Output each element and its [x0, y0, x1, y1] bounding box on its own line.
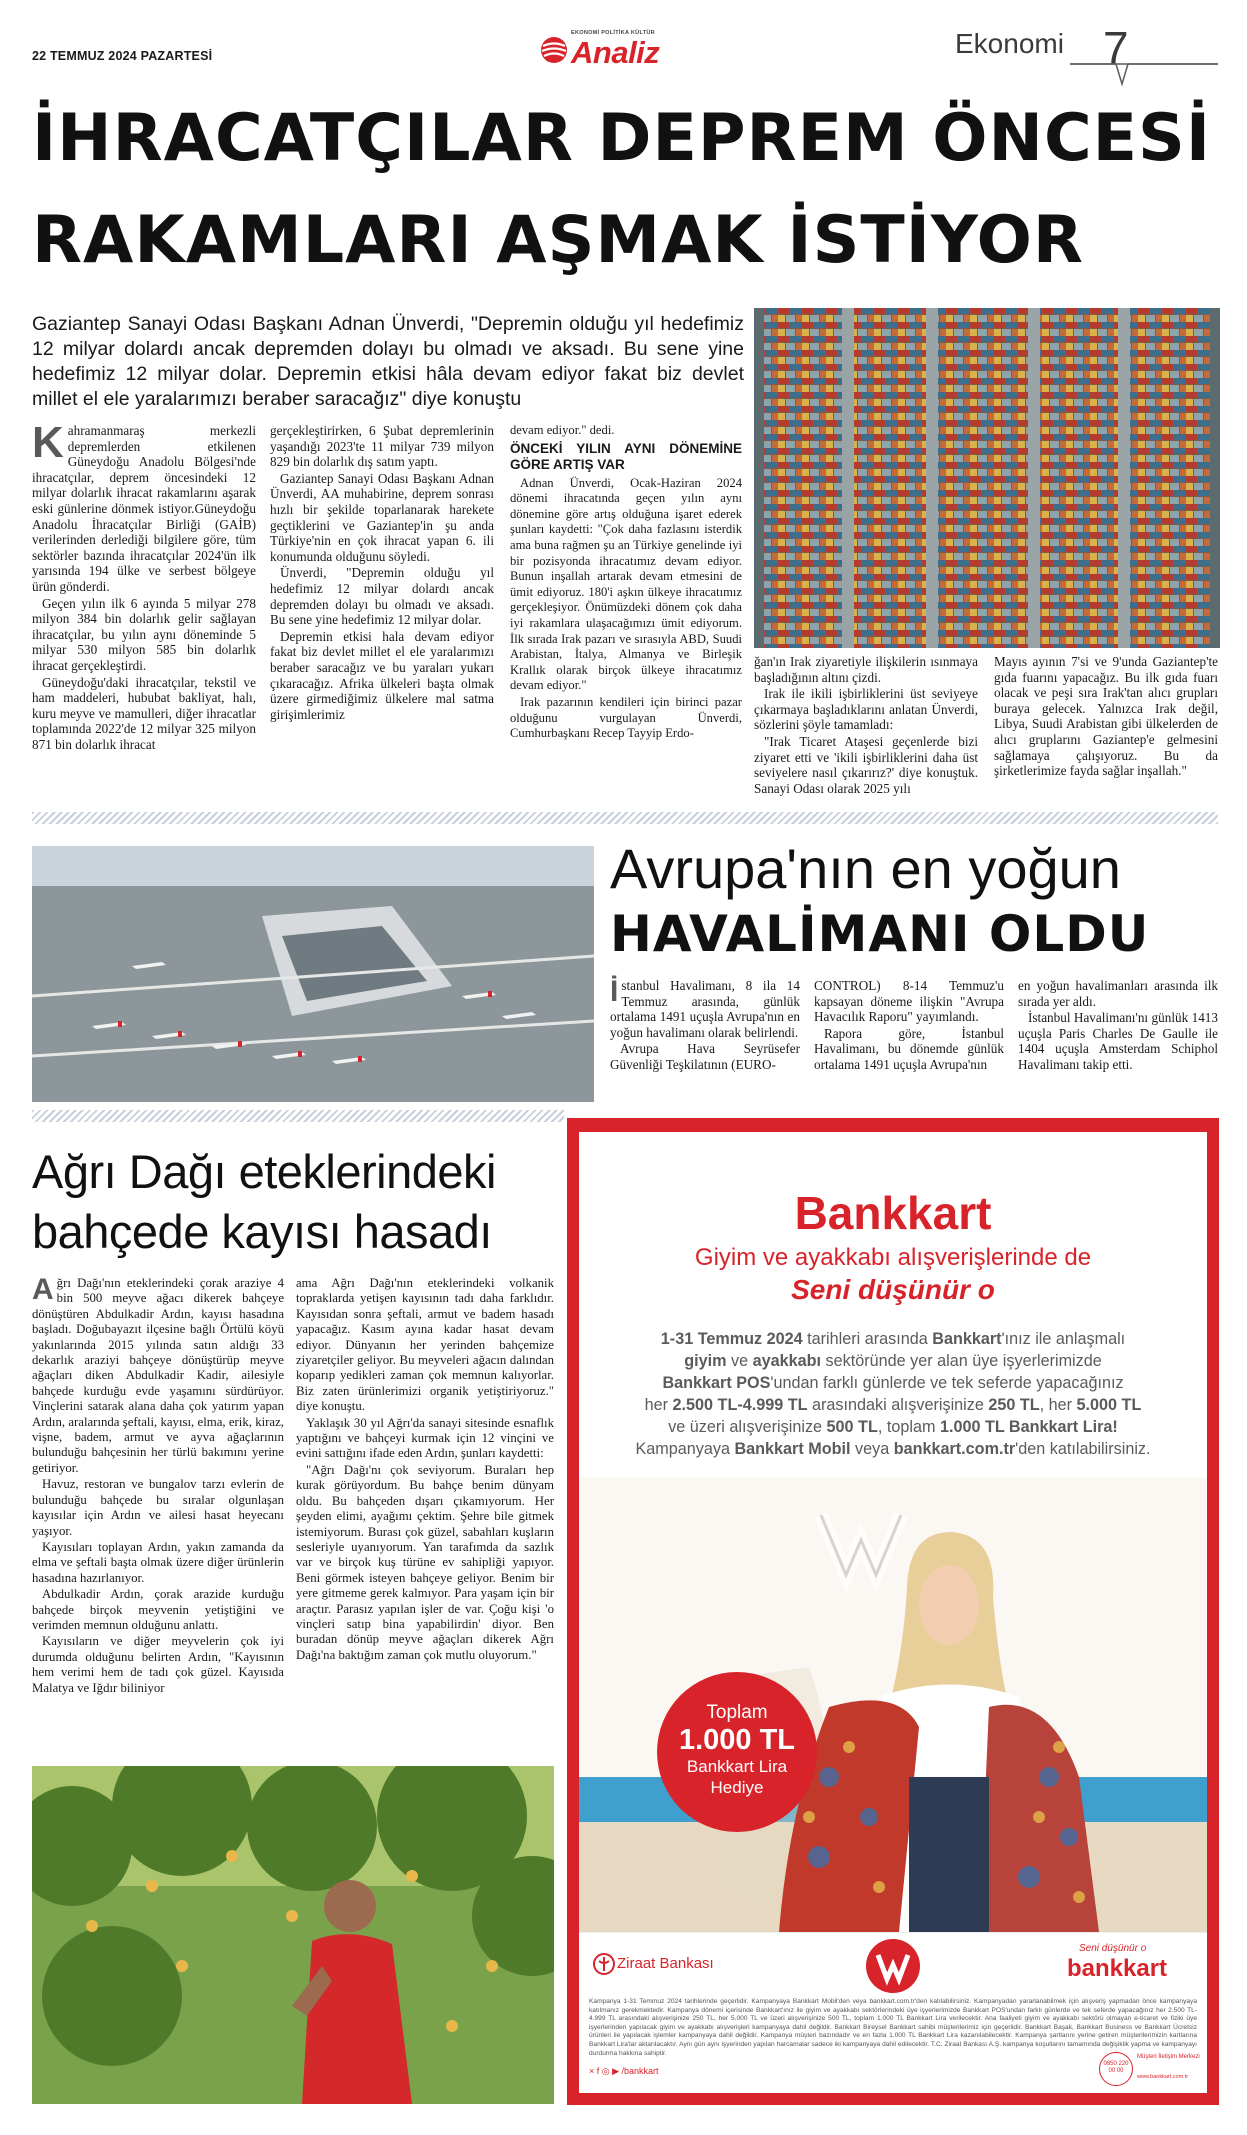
article1-col4-p1: ğan'ın Irak ziyaretiyle ilişkilerin ısınmaya başladığının altını çizdi. [754, 654, 978, 685]
ad-body-line2: giyim ve ayakkabı sektöründe yer alan üye işyerlerimizde [684, 1352, 1102, 1370]
ad-contact-badge [1099, 2050, 1205, 2090]
article1-col2-p1: gerçekleştirirken, 6 Şubat depremlerinin yaşandığı 2023'te 11 milyar 739 milyon 829 bin dolarlık dış satım yaptı. [270, 423, 494, 470]
container-port-illustration [754, 308, 1220, 648]
article2-col2-p2: Rapora göre, İstanbul Havalimanı, bu dönemde günlük ortalama 1491 uçuşla Avrupa'nın [814, 1025, 1004, 1072]
article1-col3-p2: Irak pazarının kendileri için birinci pazar olduğunu vurgulayan Ünverdi, Cumhurbaşkanı Recep Tayyip Erdo- [510, 694, 742, 741]
article2-headline-line2: HAVALİMANI OLDU [610, 905, 1150, 963]
article2-col1-p2: Avrupa Hava Seyrüsefer Güvenliği Teşkilatının (EURO- [610, 1041, 800, 1072]
article3-col1-p4: Abdulkadir Ardın, çorak arazide kurduğu bahçede birçok meyvenin yetiştiğini ve verimden memnun olduğunu anlattı. [32, 1587, 284, 1632]
article2-col2-p1: CONTROL) 8-14 Temmuz'u kapsayan döneme ilişkin "Avrupa Havacılık Raporu" yayımlandı. [814, 978, 1004, 1025]
badge-line3: Bankkart Lira [686, 1757, 788, 1776]
article1-col3-first: devam ediyor." dedi. [510, 423, 615, 437]
article1-col2-p4: Depremin etkisi hala devam ediyor fakat biz devlet millet el ele yaralarımızı beraber saracağız ve bu yaraları yukarı çıkaracağız. Afrika ülkeleri başta olmak üzere girmediğimiz ülkelere mal satma girişimlerimiz [270, 628, 494, 722]
ad-inner-panel [579, 1132, 1207, 2093]
ad-body [589, 1328, 1197, 1460]
article3-column1 [32, 1273, 284, 1697]
article2-col3-p1: en yoğun havalimanları arasında ilk sırada yer aldı. [1018, 978, 1218, 1009]
article1-col4-p2: Irak ile ikili işbirliklerini üst seviyeye çıkarmaya başladıklarını anlatan Ünverdi, sözlerini şöyle tamamladı: [754, 686, 978, 733]
ad-body-line3: Bankkart POS'undan farklı günlerde ve tek seferde yapacağınız [662, 1374, 1124, 1392]
logo-tagline: EKONOMİ POLİTİKA KÜLTÜR [571, 30, 655, 36]
article1-col1-p3: Güneydoğu'daki ihracatçılar, tekstil ve ham maddeleri, hububat bakliyat, halı, kuru meyve ve mamulleri, diğer ihracatlar toplamında 2022'de 12 milyar 325 milyon 871 bin dolarlık ihracat [32, 674, 256, 752]
orchard-illustration [32, 1766, 554, 2104]
page-number: 7 [1103, 22, 1129, 74]
ad-center-w-logo [866, 1939, 920, 1993]
article3-headline-line1: Ağrı Dağı eteklerindeki [32, 1145, 496, 1198]
ad-body-line5: ve üzeri alışverişinize 500 TL, toplam 1.000 TL Bankkart Lira! [668, 1418, 1118, 1436]
article1-column2 [270, 423, 494, 723]
ad-bankkart-w-watermark-icon [801, 1485, 921, 1605]
article1-column5 [994, 654, 1218, 780]
article1-headline-line1: İHRACATÇILAR DEPREM ÖNCESİ [32, 101, 1212, 176]
bankkart-advertisement[interactable] [567, 1118, 1219, 2105]
badge-line4: Hediye [710, 1778, 764, 1797]
article3-col2-p1: ama Ağrı Dağı'nın eteklerindeki volkanik topraklarda yetişen kayısının tadı daha farklıdır. Kayısıdan sonra şeftali, armut ve badem hasadı yapacağız. Kasım ayına kadar hasat devam ediyor. Dünyanın her yerinden bahçemize ziyaretçiler geliyor. Bu meyveleri ağacın dalından koparıp yedikleri zaman çok memnun kalıyorlar. Biz zaten ürünlerimizi organik yetiştiriyoruz." diye konuştu. [296, 1276, 554, 1414]
article2-col1-p1: stanbul Havalimanı, 8 ila 14 Temmuz arasında, günlük ortalama 1491 uçuşla Avrupa'nın en yoğun havalimanı olarak belirlendi. [610, 978, 800, 1040]
article2-column3 [1018, 978, 1218, 1074]
article1-headline-line2: RAKAMLARI AŞMAK İSTİYOR [32, 203, 1084, 278]
article1-subheading: ÖNCEKİ YILIN AYNI DÖNEMİNE GÖRE ARTIŞ VAR [510, 440, 742, 472]
section-label: Ekonomi [955, 28, 1064, 59]
article2-dropcap: İ [610, 975, 619, 1008]
header-rule [0, 44, 1247, 88]
badge-line2: 1.000 TL [678, 1724, 796, 1756]
bankkart-w-icon [866, 1939, 920, 1993]
ad-body-line4: her 2.500 TL-4.999 TL arasındaki alışverişinize 250 TL, her 5.000 TL [644, 1396, 1142, 1414]
article3-col1-p1: ğrı Dağı'nın eteklerindeki çorak araziye 4 bin 500 meyve ağacı dikerek bahçeye dönüştüren Abdulkadir Ardın, kayısı hasadına başladı. Doğubayazıt ilçesine bağlı Örtülü köyü yakınlarında 2015 yılında satın aldığı 33 dekarlık araziyi bahçeye dönüştürüp meyve ağaçları diken Abdulkadir Kadir, ailesiyle bahçede kurduğu evde yaşamını sürdürüyor. Vinçlerini satarak alana daha çok yatırım yapan Ardın, aralarında şeftali, kayısı, elma, erik, kiraz, vişne, badem, armut ve ayva ağaçlarının bulunduğu bahçesinin her türlü bakımını yerine getiriyor. [32, 1276, 284, 1475]
logo-wordmark: Analiz [571, 35, 660, 70]
ziraat-logo-icon [593, 1953, 615, 1975]
article3-col2-p2: Yaklaşık 30 yıl Ağrı'da sanayi sitesinde esnaflık yaptığını ve bahçeyi kurmak için 12 vinçini ve evini sattığını ifade eden Ardın, şunları kaydetti: [296, 1415, 554, 1461]
ad-social-handle[interactable]: × f ◎ ▶ /bankkart [589, 2066, 659, 2076]
istanbul-airport-photo [32, 846, 594, 1102]
article1-col3-p1: Adnan Ünverdi, Ocak-Haziran 2024 dönemi ihracatında geçen yılın aynı dönemine göre artış olduğuna işaret ederek şunları kaydetti: "Çok daha fazlasını isterdik ama buna rağmen şu an Türkiye genelinde iyi bir pozisyonda ihracatımız devam ediyor. Bunun inşallah artarak devam etmesini de ümit ediyoruz. 180'i aşkın ülkeye ihracatımız gerçekleşiyor. Önümüzdeki dönem çok daha iyi rakamlara ulaşacağımızı ümit ediyorum. İlk sırada Irak pazarı ve sırasıyla ABD, Suudi Arabistan, İtalya, Almanya ve Birleşik Krallık olarak birçok ülkeye ihracatımız devam ediyor." [510, 475, 742, 693]
article2-column1 [610, 975, 800, 1074]
article3-col1-p5: Kayısıların ve diğer meyvelerin çok iyi durumda olduğunu belirten Ardın, "Kayısının hem verimi hem de tadı çok güzel. Kayısıda Malatya ve Iğdır biliniyor [32, 1634, 284, 1695]
contact-number: 0850 220 00 00 [1103, 2061, 1129, 2074]
ad-footer-tagline: Seni düşünür o [1079, 1943, 1147, 1954]
section-divider-2 [32, 1110, 564, 1122]
article1-lead: Gaziantep Sanayi Odası Başkanı Adnan Ünverdi, "Depremin olduğu yıl hedefimiz 12 milyar dolardı ancak depremden dolayı bu olmadı ve aksadı. Bu sene yine hedefimiz 12 milyar dolar. Depremin etkisi hâla devam ediyor fakat biz devlet millet el ele yaralarımızı beraber saracağız" diye konuştu [32, 313, 744, 410]
article3-col1-p3: Kayısıları toplayan Ardın, yakın zamanda da elma ve şeftali başta olmak üzere diğer ürünlerin hasadına hazırlanıyor. [32, 1539, 284, 1585]
article1-col1-p1: ahramanmaraş merkezli depremlerden etkilenen Güneydoğu Anadolu Bölgesi'nde ihracatçılar, deprem öncesindeki 12 milyar dolarlık ihracat rakamlarını aşarak eski günlerine dönmek istiyor.Güneydoğu Anadolu İhracatçılar Birliği (GAİB) verilerinden derlediği bilgilere göre, tüm sektörler bazında ihracatçılar 2024'ün ilk yarısında 194 ülke ve serbest bölgeye ürün gönderdi. [32, 423, 256, 594]
ad-fineprint: Kampanya 1-31 Temmuz 2024 tarihlerinde geçerlidir. Kampanyaya Bankkart Mobil'den veya bankkart.com.tr'den katılabilirsiniz. Kampanyadan yararlanabilmek için alışveriş yapmadan önce kampanyaya katılmanız gerekmektedir. Kampanya dönemi içerisinde Bankkart'ınız ile giyim ve ayakkabı sektörlerindeki üye işyerlerimizde Bankkart POS'undan farklı günlerde ve tek seferde yapacağınız her 2.500 TL-4.999 TL arasındaki alışverişinize 250 TL, her 5.000 TL ve üzeri alışverişinize 500 TL, toplam 1.000 TL Bankkart Lira verilecektir. Ana faaliyeti giyim ve ayakkabı sektörü olmayan e-ticaret ve fiziki üye işyerlerinden yapılacak giyim ve ayakkabı alışverişleri kampanyaya dahil değildir. Bankkart Bireysel Bankkart sahibi müşterilerimiz için geçerlidir. Bankkart Başak, Bankkart Business ve Bankkart Ücretsiz ürünleri ile yapılacak işlemler kampanyaya dahil değildir. Kampanya müşteri bazındadır ve en fazla 1.000 TL Bankkart Lira kazanılabilecektir. Kampanya şartlarını yerine getiren müşterilerimizin kartlarına Bankkart Lira'lar aktarılacaktır. Aynı gün aynı işyerinden yapılan harcamalar sadece iki kampanyaya dahil edilecektir. T.C. Ziraat Bankası A.Ş. kampanya koşullarını tamamında değişiklik yapma ve kampanyayı durdurma hakkına sahiptir. [589, 1998, 1197, 2057]
article2-headline-line1: Avrupa'nın en yoğun [610, 837, 1121, 900]
ad-bonus-badge [657, 1672, 817, 1832]
article1-column3 [510, 423, 742, 743]
article1-col2-p3: Ünverdi, "Depremin olduğu yıl hedefimiz 12 milyar dolardı ancak depremden dolayı bu olmadı ve aksadı. Bu sene yine hedefimiz 12 milyar dolar. [270, 565, 494, 628]
article1-column1 [32, 418, 256, 753]
article1-col5-p1: Mayıs ayının 7'si ve 9'unda Gaziantep'te gıda fuarını yapacağız. Bu ilk gıda fuarı olacak ve peşi sıra Irak'tan alıcı grupları buraya gelecek. Yalnızca Irak değil, Libya, Suudi Arabistan gibi ülkelerden de alıcı gruplarını Gaziantep'e gelmesini sağlamaya çalışıyoruz. Bu da şirketlerimize fayda sağlar inşallah." [994, 654, 1218, 779]
badge-line1: Toplam [706, 1702, 768, 1723]
ad-body-line6: Kampanyaya Bankkart Mobil veya bankkart.com.tr'den katılabilirsiniz. [635, 1440, 1151, 1458]
article3-column2 [296, 1276, 554, 1664]
ad-footer-brand: bankkart [1067, 1955, 1168, 1982]
article1-col2-p2: Gaziantep Sanayi Odası Başkanı Adnan Ünverdi, AA muhabirine, deprem sonrası hızlı bir şekilde toparlanarak harekete geçtiklerini ve Gaziantep'in şu anda Türkiye'nin en çok ihracat yapan 6. ili konumunda olduğunu söyledi. [270, 470, 494, 564]
article2-column2 [814, 978, 1004, 1074]
ad-headline1: Giyim ve ayakkabı alışverişlerinde de [694, 1244, 1092, 1271]
container-port-photo [754, 308, 1220, 648]
article1-col1-p2: Geçen yılın ilk 6 ayında 5 milyar 278 milyon 384 bin dolarlık gelir sağlayan ihracatçılar, bu yılın aynı döneminde 5 milyar 530 milyon 585 bin dolarlık ihracat gerçekleştirdi. [32, 595, 256, 673]
ad-body-line1: 1-31 Temmuz 2024 tarihleri arasında Bankkart'ınız ile anlaşmalı [660, 1330, 1126, 1348]
article3-headline-line2: bahçede kayısı hasadı [32, 1205, 492, 1258]
contact-label: Müşteri İletişim Merkezi [1137, 2054, 1200, 2060]
ad-brand-title: Bankkart [794, 1187, 992, 1239]
article1-dropcap: K [32, 418, 64, 467]
airport-illustration [32, 846, 594, 1102]
article2-col3-p2: İstanbul Havalimanı'nı günlük 1413 uçuşla Paris Charles De Gaulle ile 1404 uçuşla Amsterdam Schiphol Havalimanı takip etti. [1018, 1010, 1218, 1072]
contact-phone-circle [1099, 2052, 1133, 2086]
issue-date: 22 TEMMUZ 2024 PAZARTESİ [32, 49, 213, 63]
section-divider-1 [32, 812, 1218, 824]
article1-col4-p3: "Irak Ticaret Ataşesi geçenlerde bizi ziyaret etti ve 'ikili işbirliklerini daha üst seviyelere nasıl çıkarırız?' diye konuştuk. Sanayi Odası olarak 2025 yılı [754, 733, 978, 796]
article1-column4 [754, 654, 978, 797]
ad-headline2: Seni düşünür o [791, 1274, 995, 1305]
ziraat-bank-name: Ziraat Bankası [617, 1955, 714, 1972]
article3-col1-p2: Havuz, restoran ve bungalov tarzı evlerin de bulunduğu bahçede bu sıralar olgunlaşan kayısılar için Ardın ve ailesi hasat heyecanı yaşıyor. [32, 1477, 284, 1538]
article3-col2-p3: "Ağrı Dağı'nı çok seviyorum. Buraları hep kurak görüyordum. Bu bahçe benim dünyam oldu. Bu bahçeden dışarı çıkamıyorum. Her şeyden elimi, ayağımı çektim. Şehre bile gitmek istemiyorum. Burası çok güzel, sabahları kuşların sesleriyle uyanıyorum. Yan tarafımda da sazlık var ve birçok kuş türüne ev sahipliği yapıyor. Beni görmek isteyen bahçeye geliyor. Benim bir yere gitmeme gerek kalmıyor. Para yaşam için bir araçtır. Parasız yapılan işler de var. Çoğu kişi 'o vinçleri satıp bina yapabilirdin' diyor. Ben buradan dönüp meyve ağaçları dikerek Ağrı Dağı'na baktığım zaman çok mutlu oluyorum." [296, 1462, 554, 1662]
ad-logo-bar [579, 1932, 1207, 1995]
article3-dropcap: A [32, 1273, 54, 1306]
apricot-orchard-photo [32, 1766, 554, 2104]
contact-site[interactable]: www.bankkart.com.tr [1137, 2074, 1189, 2080]
